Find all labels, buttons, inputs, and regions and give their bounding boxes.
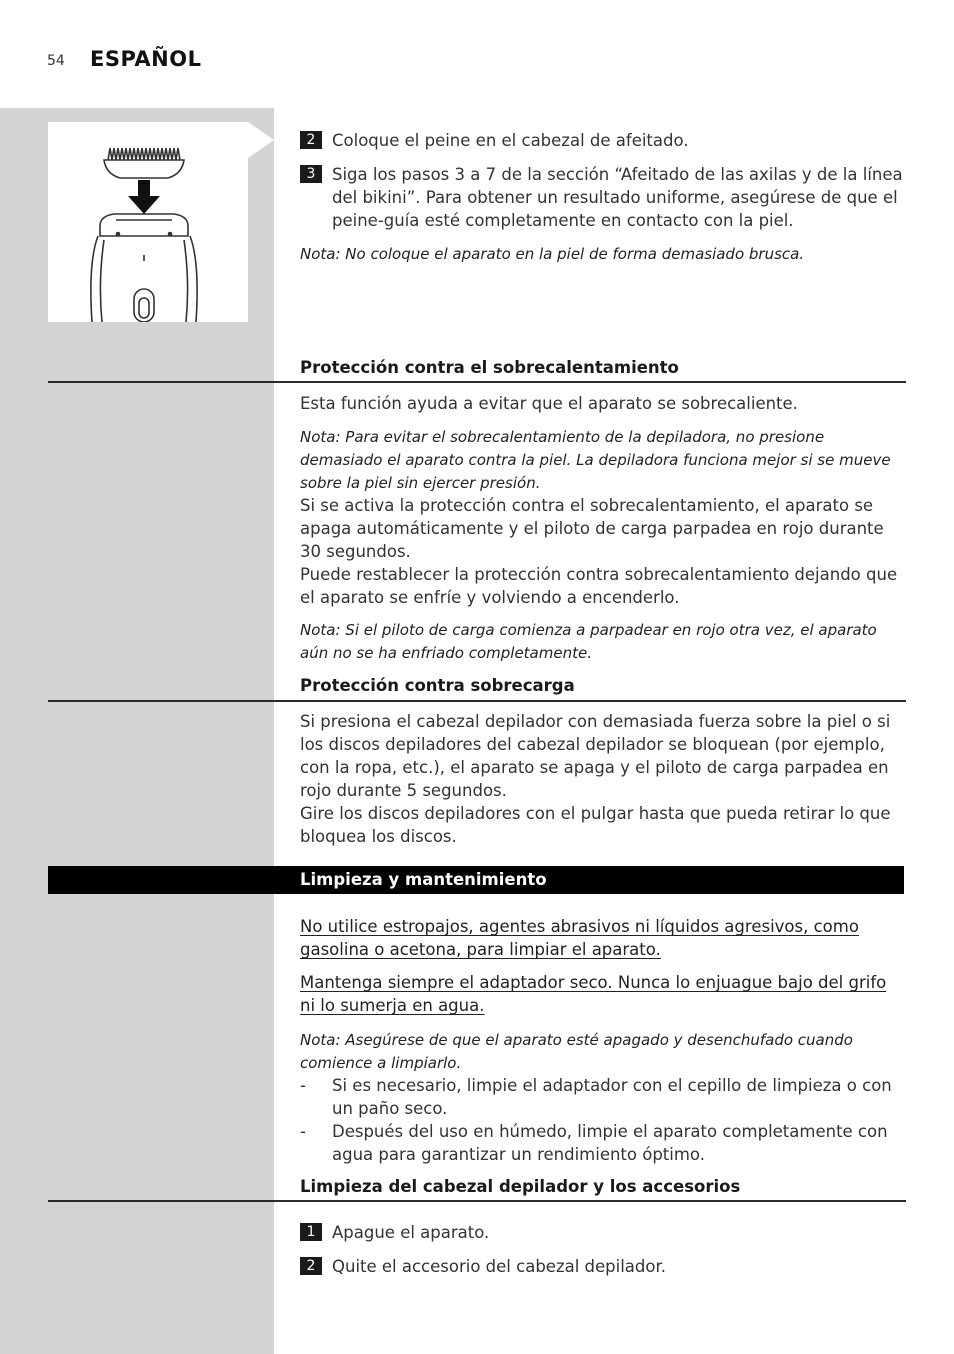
section-band-cleaning (48, 866, 904, 894)
warning-abrasives (300, 915, 904, 961)
bullet-dash: - (300, 1122, 306, 1141)
bullet-dash: - (300, 1076, 306, 1095)
overheat-paragraph: Si se activa la protección contra el sobrecalentamiento, el aparato se apaga automáticamente y el piloto de carga parpadea en rojo durante 30 segundos. (300, 496, 884, 561)
illustration-pointer (248, 122, 274, 158)
overload-paragraph: Si presiona el cabezal depilador con demasiada fuerza sobre la piel o si los discos depiladores del cabezal depilador se bloquean (por ejemplo, con la ropa, etc.), el aparato se apaga y el piloto de carga parpadea en rojo durante 5 segundos. (300, 712, 891, 800)
language-heading: ESPAÑOL (90, 47, 202, 71)
heading-head-cleaning: Limpieza del cabezal depilador y los accesorios (300, 1177, 741, 1196)
warning-adapter-dry (300, 971, 904, 1017)
step-3-follow-steps (300, 163, 904, 232)
list-item-text: Después del uso en húmedo, limpie el aparato completamente con agua para garantizar un rendimiento óptimo. (332, 1122, 888, 1164)
note-no-brusque: Nota: No coloque el aparato en la piel de forma demasiado brusca. (300, 245, 805, 263)
divider (48, 1200, 906, 1202)
heading-cleaning: Limpieza y mantenimiento (300, 870, 547, 889)
step-number-badge: 1 (300, 1223, 322, 1241)
cleaning-note: Nota: Asegúrese de que el aparato esté apagado y desenchufado cuando comience a limpiarlo. (300, 1031, 853, 1072)
overheat-intro: Esta función ayuda a evitar que el aparato se sobrecaliente. (300, 394, 798, 413)
heading-overload: Protección contra sobrecarga (300, 676, 575, 695)
list-item-text: Si es necesario, limpie el adaptador con el cepillo de limpieza o con un paño seco. (332, 1076, 892, 1118)
overheat-reset-paragraph: Puede restablecer la protección contra sobrecalentamiento dejando que el aparato se enfríe y volviendo a encenderlo. (300, 565, 898, 607)
page-number: 54 (47, 53, 65, 69)
step-text: Apague el aparato. (332, 1223, 490, 1242)
overheat-note-2: Nota: Si el piloto de carga comienza a parpadear en rojo otra vez, el aparato aún no se ha enfriado completamente. (300, 621, 877, 662)
warning-text: No utilice estropajos, agentes abrasivos ni líquidos agresivos, como gasolina o acetona, para limpiar el aparato. (300, 917, 859, 959)
step-number-badge: 3 (300, 165, 322, 183)
step-1-switch-off (300, 1221, 904, 1244)
step-2-place-comb (300, 129, 904, 152)
overheat-note: Nota: Para evitar el sobrecalentamiento de la depiladora, no presione demasiado el aparato contra la piel. La depiladora funciona mejor si se mueve sobre la piel sin ejercer presión. (300, 428, 891, 492)
step-text: Coloque el peine en el cabezal de afeitado. (332, 131, 689, 150)
divider (48, 381, 906, 383)
divider (48, 700, 906, 702)
step-text: Siga los pasos 3 a 7 de la sección “Afeitado de las axilas y de la línea del bikini”. Para obtener un resultado uniforme, asegúrese de que el peine-guía esté completamente en contacto con la piel. (332, 165, 903, 230)
overload-paragraph-2: Gire los discos depiladores con el pulgar hasta que pueda retirar lo que bloquea los discos. (300, 804, 891, 846)
warning-text: Mantenga siempre el adaptador seco. Nunca lo enjuague bajo del grifo ni lo sumerja en agua. (300, 973, 887, 1015)
list-item (300, 1120, 904, 1166)
epilator-comb-illustration (48, 122, 248, 322)
heading-overheat: Protección contra el sobrecalentamiento (300, 358, 679, 377)
step-number-badge: 2 (300, 131, 322, 149)
step-text: Quite el accesorio del cabezal depilador. (332, 1257, 667, 1276)
step-2-remove-attachment (300, 1255, 904, 1278)
step-number-badge: 2 (300, 1257, 322, 1275)
list-item (300, 1074, 904, 1120)
